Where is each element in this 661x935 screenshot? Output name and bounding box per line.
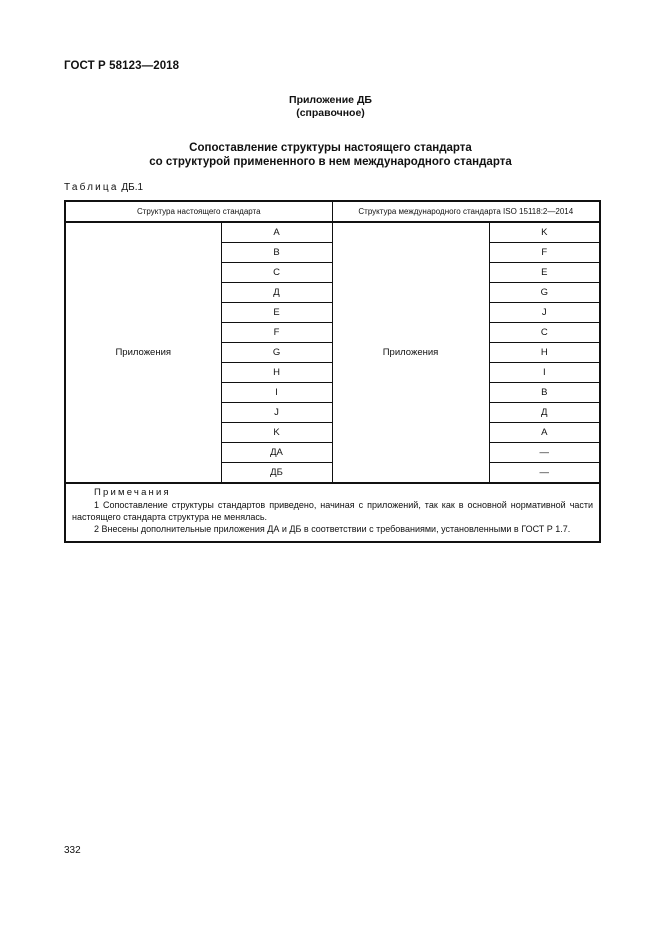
left-appendix-cell: Е (221, 303, 332, 323)
right-appendix-cell: A (489, 423, 600, 443)
left-appendix-cell: J (221, 403, 332, 423)
table-caption-word: Таблица (64, 182, 119, 193)
notes-heading: Примечания (94, 487, 171, 498)
notes-cell (65, 483, 600, 542)
left-appendix-cell: С (221, 263, 332, 283)
appendix-status: (справочное) (296, 107, 365, 119)
left-appendix-cell: В (221, 243, 332, 263)
appendix-name: Приложение ДБ (289, 94, 372, 106)
left-appendix-cell: ДА (221, 443, 332, 463)
left-group-label: Приложения (65, 222, 221, 483)
title-line-1: Сопоставление структуры настоящего стандарта (189, 142, 472, 154)
left-appendix-cell: H (221, 363, 332, 383)
column-header-international-standard: Структура международного стандарта ISO 15118:2—2014 (332, 201, 600, 222)
document-code: ГОСТ Р 58123—2018 (64, 60, 180, 72)
table-body (65, 201, 600, 542)
title-line-2: со структурой примененного в нем международного стандарта (149, 156, 512, 168)
right-appendix-cell: — (489, 463, 600, 484)
right-appendix-cell: K (489, 222, 600, 243)
note-item: 1 Сопоставление структуры стандартов приведено, начиная с приложений, так как в основной нормативной части настоящего стандарта структура не менялась. (72, 500, 594, 522)
left-appendix-cell: ДБ (221, 463, 332, 484)
right-appendix-cell: J (489, 303, 600, 323)
structure-comparison-table (64, 200, 601, 543)
right-appendix-cell: E (489, 263, 600, 283)
right-appendix-cell: — (489, 443, 600, 463)
right-appendix-cell: C (489, 323, 600, 343)
table-row (65, 222, 600, 243)
left-appendix-cell: I (221, 383, 332, 403)
left-appendix-cell: G (221, 343, 332, 363)
left-appendix-cell: А (221, 222, 332, 243)
right-appendix-cell: Д (489, 403, 600, 423)
page-title (0, 141, 661, 169)
left-appendix-cell: K (221, 423, 332, 443)
right-appendix-cell: F (489, 243, 600, 263)
table-header-row (65, 201, 600, 222)
right-appendix-cell: G (489, 283, 600, 303)
notes-row (65, 483, 600, 542)
column-header-current-standard: Структура настоящего стандарта (65, 201, 332, 222)
left-appendix-cell: F (221, 323, 332, 343)
right-group-label: Приложения (332, 222, 489, 483)
note-item: 2 Внесены дополнительные приложения ДА и ДБ в соответствии с требованиями, установленными в ГОСТ Р 1.7. (94, 524, 571, 534)
appendix-heading (0, 94, 661, 120)
right-appendix-cell: B (489, 383, 600, 403)
table-caption-number: ДБ.1 (121, 182, 144, 193)
right-appendix-cell: I (489, 363, 600, 383)
left-appendix-cell: Д (221, 283, 332, 303)
page-number: 332 (64, 845, 81, 856)
right-appendix-cell: H (489, 343, 600, 363)
table-caption (64, 182, 143, 193)
